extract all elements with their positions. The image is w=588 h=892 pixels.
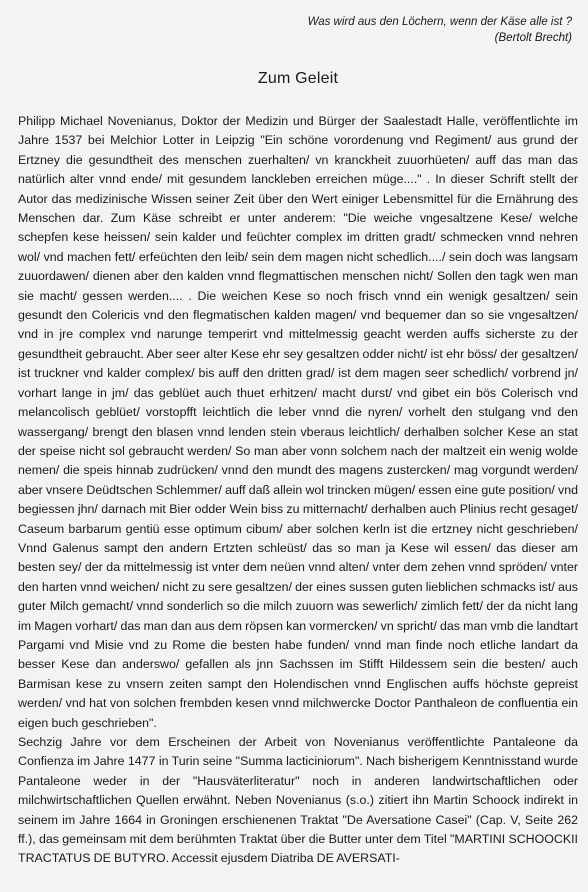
epigraph [18, 14, 578, 46]
paragraph: Philipp Michael Novenianus, Doktor der Medizin und Bürger der Saalestadt Halle, veröffentlichte im Jahre 1537 bei Melchior Lotter in Leipzig "Ein schöne vorordenung vnd Regiment/ aus grund der Ertzney die gesundtheit des menschen zuerhalten/ vn kranckheit zuuorhüeten/ auff das man das natürlich alter vnnd ende/ mit gesundem lanckleben erreichen müge...." . In dieser Schrift stellt der Autor das medizinische Wissen seiner Zeit über den Wert einiger Lebensmittel für die Ernährung des Menschen dar. Zum Käse schreibt er unter anderem: "Die weiche vngesaltzene Kese/ welche schepfen kese heissen/ sein kalder und feüchter complex im dritten gradt/ schmecken vnnd nehren wol/ vnd machen fett/ erfeüchten den leib/ sein dem magen nicht schedlich..../ sein doch was langsam zuuordawen/ dienen aber den kalden vnnd flegmattischen menschen nicht/ Sollen den tagk wen man sie macht/ gessen werden.... . Die weichen Kese so noch frisch vnnd ein wenigk gesaltzen/ sein gesundt den Colericis vnd den flegmatischen kalden magen/ vnd bequemer dan so sie vngesaltzen/ vnd in jre complex vnd narunge temperirt vnd mittelmessig geacht werden auffs sicherste zu der gesundtheit gebraucht. Aber seer alter Kese ehr sey gesaltzen odder nicht/ ist ehr böss/ der gesaltzen/ ist truckner vnd kalder complex/ bis auff den dritten grad/ ist dem magen seer schedlich/ vorbrend jn/ vorhart lange in jm/ das geblüet auch thuet erhitzen/ macht durst/ vnd gibet ein bös Colerisch vnd melancolisch geblüet/ vorstopfft leichtlich die leber vnnd die nyren/ vorhelt den stulgang vnd den wassergang/ brengt den blasen vnnd lenden stein vberaus leichtlich/ derhalben solcher Kese an stat der speise nicht sol gebraucht werden/ So man aber vonn solchem nach der maltzeit ein wenig wolde nemen/ die speis hinnab zudrücken/ vnnd den mundt des magens zustercken/ mag vorgundt werden/ aber vnsere Deüdtschen Schlemmer/ auff daß allein wol trincken mügen/ essen eine gute position/ vnd begiessen jhn/ darnach mit Bier odder Wein biss zu mitternacht/ derhalben auch Plinius recht gesaget/ Caseum barbarum gentiü esse optimum cibum/ aber solchen kerln ist die ertzney nicht geschrieben/ Vnnd Galenus sampt den andern Ertzten schleüst/ das so man ja Kese wil essen/ das dieser am besten sey/ der da mittelmessig ist vnter dem neüen vnnd alten/ vnter dem zehen vnnd spröden/ vnter den harten vnnd weichen/ nicht zu sere gesaltzen/ der eines sussen guten lieblichen schmacks ist/ aus guter Milch gemacht/ vnnd sonderlich so die milch zuuorn was sewerlich/ zimlich fett/ der da nicht lang im Magen vorhart/ das man dan aus dem röpsen kan vormercken/ vn spricht/ das man vmb die landtart Pargami vnd Misie vnd zu Rome die besten habe funden/ vnnd man finde noch etliche landart da besser Kese dan anderswo/ gefallen als jnn Sachssen im Stifft Hildessem sein die besten/ auch Barmisan kese zu vnsern zeiten sampt den Holendischen vnnd Englischen auffs höchste gepreist werden/ vnd hat von solchen frembden kesen vnnd milchwercke Doctor Panthaleon de confluentia ein eigen buch geschrieben". [18, 114, 578, 730]
epigraph-quote: Was wird aus den Löchern, wenn der Käse alle ist ? [307, 16, 572, 28]
body-text [18, 112, 578, 869]
epigraph-author: (Bertolt Brecht) [494, 32, 572, 44]
paragraph: Sechzig Jahre vor dem Erscheinen der Arbeit von Novenianus veröffentlichte Pantaleone da Confienza im Jahre 1477 in Turin seine "Summa lacticiniorum". Nach bisherigem Kenntnisstand wurde Pantaleone weder in der "Hausväterliteratur" noch in anderen landwirtschaftlichen oder milchwirtschaftlichen Quellen erwähnt. Neben Novenianus (s.o.) zitiert ihn Martin Schoock indirekt in seinem im Jahre 1664 in Groningen erschienenen Traktat "De Aversatione Casei" (Cap. V, Seite 262 ff.), das gemeinsam mit dem berühmten Traktat über die Butter unter dem Titel "MARTINI SCHOOCKII TRACTATUS DE BUTYRO. Accessit ejusdem Diatriba DE AVERSATI- [18, 735, 578, 866]
page-title: Zum Geleit [257, 70, 339, 87]
